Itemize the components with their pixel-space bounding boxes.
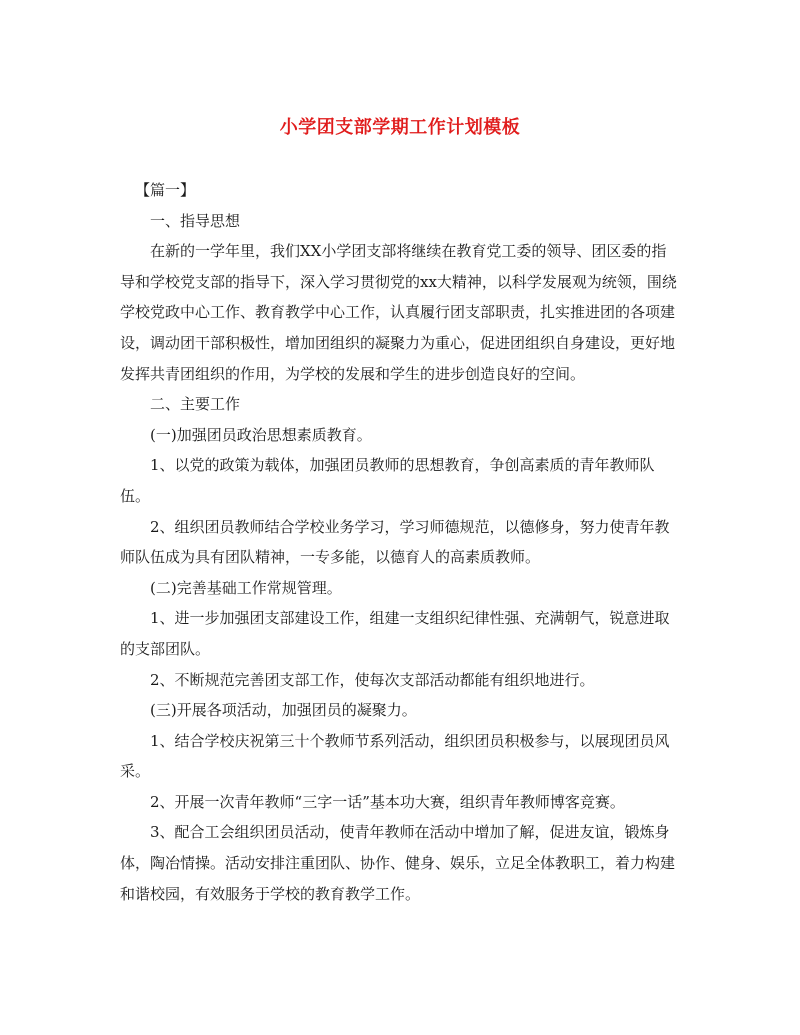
subheading-routine-management: (二)完善基础工作常规管理。 (150, 578, 342, 597)
list-item: 1、结合学校庆祝第三十个教师节系列活动，组织团员积极参与，以展现团员风采。 (120, 731, 670, 781)
list-item: 2、开展一次青年教师“三字一话”基本功大赛，组织青年教师博客竞赛。 (150, 792, 625, 811)
document-title: 小学团支部学期工作计划模板 (279, 117, 521, 138)
list-item: 2、组织团员教师结合学校业务学习，学习师德规范，以德修身，努力使青年教师队伍成为具有团队精神，一专多能，以德育人的高素质教师。 (120, 517, 670, 567)
document-body (120, 175, 680, 909)
section-heading-guiding-thought: 一、指导思想 (150, 211, 241, 230)
list-item: 3、配合工会组织团员活动，使青年教师在活动中增加了解，促进友谊，锻炼身体，陶冶情操。活动安排注重团队、协作、健身、娱乐，立足全体教职工，着力构建和谐校园，有效服务于学校的教育教学工作。 (120, 823, 676, 903)
section-marker: 【篇一】 (135, 181, 196, 199)
list-item: 1、以党的政策为载体，加强团员教师的思想教育，争创高素质的青年教师队伍。 (120, 456, 655, 505)
section-heading-main-work: 二、主要工作 (150, 395, 241, 414)
subheading-activities: (三)开展各项活动，加强团员的凝聚力。 (150, 701, 417, 720)
list-item: 1、进一步加强团支部建设工作，组建一支组织纪律性强、充满朝气，锐意进取的支部团队。 (120, 609, 670, 658)
list-item: 2、不断规范完善团支部工作，使每次支部活动都能有组织地进行。 (150, 670, 595, 689)
paragraph-guiding-thought: 在新的一学年里，我们XX小学团支部将继续在教育党工委的领导、团区委的指导和学校党支部的指导下，深入学习贯彻党的xx大精神，以科学发展观为统领，围绕学校党政中心工作、教育教学中心工作，认真履行团支部职责，扎实推进团的各项建设，调动团干部积极性，增加团组织的凝聚力为重心，促进团组织自身建设，更好地发挥共青团组织的作用，为学校的发展和学生的进步创造良好的空间。 (120, 242, 677, 383)
subheading-political-education: (一)加强团员政治思想素质教育。 (150, 425, 372, 444)
